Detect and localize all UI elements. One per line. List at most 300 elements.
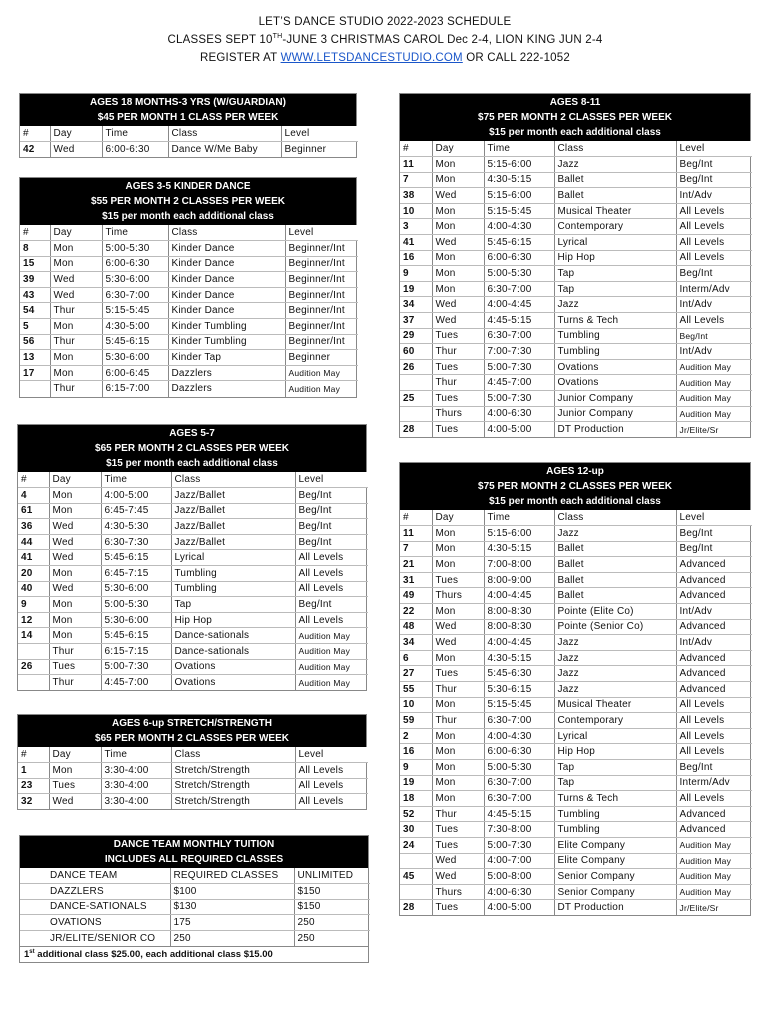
class-level: Beginner	[285, 350, 358, 366]
class-level: Advanced	[676, 666, 752, 682]
class-number: 23	[18, 778, 49, 794]
class-day: Mon	[432, 250, 484, 266]
class-day: Mon	[432, 697, 484, 713]
table-row	[400, 297, 752, 313]
class-number: 21	[400, 557, 432, 573]
class-name: Turns & Tech	[554, 791, 676, 807]
column-header-row	[20, 126, 358, 142]
class-name: Jazz	[554, 526, 676, 542]
class-day: Thurs	[432, 588, 484, 604]
class-name: Kinder Dance	[168, 287, 285, 303]
class-day: Wed	[432, 235, 484, 251]
class-level: All Levels	[295, 566, 368, 582]
class-number: 37	[400, 313, 432, 329]
column-header: #	[18, 747, 49, 763]
class-level: Audition May	[295, 628, 368, 644]
class-level: Audition May	[288, 383, 341, 394]
website-link[interactable]: WWW.LETSDANCESTUDIO.COM	[280, 52, 463, 64]
class-name: Junior Company	[554, 406, 676, 422]
class-number: 54	[20, 303, 50, 319]
class-day: Mon	[432, 203, 484, 219]
class-number: 27	[400, 666, 432, 682]
column-header-row	[400, 510, 752, 526]
class-time: 6:30-7:00	[484, 775, 554, 791]
class-number: 32	[18, 794, 49, 810]
class-day: Wed	[49, 550, 101, 566]
class-level: Advanced	[676, 682, 752, 698]
class-level: Beginner/Int	[285, 334, 358, 350]
block-title	[20, 178, 356, 225]
class-level: Beg/Int	[676, 526, 752, 542]
class-name: Jazz	[554, 635, 676, 651]
class-name: Pointe (Senior Co)	[554, 619, 676, 635]
class-name: Ballet	[554, 557, 676, 573]
class-name: Dance-sationals	[171, 628, 295, 644]
class-number: 41	[18, 550, 49, 566]
class-level: Beginner/Int	[285, 319, 358, 335]
class-time: 4:00-4:30	[484, 728, 554, 744]
class-name: Musical Theater	[554, 697, 676, 713]
class-time: 7:00-8:00	[484, 557, 554, 573]
class-level: All Levels	[676, 235, 752, 251]
class-number: 40	[18, 581, 49, 597]
class-day: Mon	[49, 566, 101, 582]
tuition-row: DANCE-SATIONALS $130 $150	[20, 899, 370, 915]
class-name: Lyrical	[171, 550, 295, 566]
class-day: Wed	[49, 581, 101, 597]
class-day: Mon	[50, 350, 102, 366]
table-row	[400, 172, 752, 188]
class-number: 28	[400, 422, 432, 438]
class-number: 45	[400, 869, 432, 885]
class-day: Wed	[432, 853, 484, 869]
table-row	[400, 791, 752, 807]
class-name: Tap	[554, 760, 676, 776]
class-level: Beg/Int	[295, 534, 368, 550]
class-time: 4:45-5:15	[484, 806, 554, 822]
class-number: 7	[400, 172, 432, 188]
table-row	[400, 728, 752, 744]
block-title-line: $55 PER MONTH 2 CLASSES PER WEEK	[91, 196, 285, 207]
class-name: Dazzlers	[168, 381, 285, 397]
class-day: Tues	[432, 837, 484, 853]
class-number	[400, 375, 432, 391]
class-level: Audition May	[676, 359, 752, 375]
class-name: Musical Theater	[554, 203, 676, 219]
class-name: Kinder Dance	[168, 256, 285, 272]
class-day: Mon	[49, 763, 101, 779]
class-time: 6:30-7:00	[484, 713, 554, 729]
class-name: Senior Company	[554, 884, 676, 900]
class-time: 3:30-4:00	[101, 794, 171, 810]
block-title-line: $45 PER MONTH 1 CLASS PER WEEK	[97, 112, 279, 123]
table-row	[400, 328, 752, 344]
class-day: Mon	[432, 775, 484, 791]
table-row	[20, 365, 358, 381]
class-day: Thur	[49, 644, 101, 660]
class-time: 5:15-5:45	[484, 697, 554, 713]
class-time: 6:30-7:30	[101, 534, 171, 550]
class-level: Beginner/Int	[285, 241, 358, 257]
block-title-line: $65 PER MONTH 2 CLASSES PER WEEK	[95, 733, 289, 744]
block-title-line: AGES 18 MONTHS-3 YRS (W/GUARDIAN)	[90, 97, 286, 108]
class-day: Mon	[432, 650, 484, 666]
class-name: Kinder Tumbling	[168, 334, 285, 350]
class-day: Mon	[50, 365, 102, 381]
table-row	[20, 319, 358, 335]
class-day: Wed	[432, 297, 484, 313]
table-row	[20, 350, 358, 366]
class-day: Tues	[49, 659, 101, 675]
table-row	[400, 869, 752, 885]
class-day: Tues	[432, 666, 484, 682]
table-row	[400, 406, 752, 422]
class-level: Audition May	[676, 853, 752, 869]
class-name: Tumbling	[554, 806, 676, 822]
class-time: 6:15-7:15	[101, 644, 171, 660]
class-level: Beg/Int	[295, 597, 368, 613]
column-header: Class	[554, 510, 676, 526]
class-time: 5:00-7:30	[101, 659, 171, 675]
block-title	[400, 463, 750, 510]
column-header: Time	[102, 225, 168, 241]
class-name: Tumbling	[171, 581, 295, 597]
class-name: Tap	[171, 597, 295, 613]
column-header: Time	[101, 472, 171, 488]
table-row	[400, 635, 752, 651]
class-number: 44	[18, 534, 49, 550]
class-name: Turns & Tech	[554, 313, 676, 329]
table-row	[18, 659, 368, 675]
header-register: REGISTER AT WWW.LETSDANCESTUDIO.COM OR CALL 222-1052	[200, 52, 570, 64]
class-level: Int/Adv	[676, 635, 752, 651]
class-level: Advanced	[676, 588, 752, 604]
class-time: 6:00-6:30	[484, 250, 554, 266]
class-day: Wed	[432, 869, 484, 885]
class-number: 22	[400, 604, 432, 620]
table-row	[20, 272, 358, 288]
class-number: 3	[400, 219, 432, 235]
class-time: 6:00-6:30	[484, 744, 554, 760]
class-time: 7:00-7:30	[484, 344, 554, 360]
class-day: Mon	[432, 172, 484, 188]
class-day: Wed	[50, 287, 102, 303]
column-header: Day	[432, 141, 484, 157]
class-number: 49	[400, 588, 432, 604]
table-row	[400, 697, 752, 713]
tuition-row: OVATIONS 175 250	[20, 915, 370, 931]
schedule-table	[20, 126, 358, 157]
column-header: Class	[171, 747, 295, 763]
class-time: 5:00-7:30	[484, 359, 554, 375]
column-header: Day	[49, 747, 101, 763]
table-row	[18, 488, 368, 504]
table-row	[20, 256, 358, 272]
column-header: Day	[50, 126, 102, 142]
tuition-table	[20, 868, 370, 946]
column-header: Level	[676, 510, 752, 526]
class-number: 59	[400, 713, 432, 729]
class-name: Kinder Dance	[168, 303, 285, 319]
table-row	[20, 241, 358, 257]
class-level: Beg/Int	[676, 760, 752, 776]
table-row	[400, 682, 752, 698]
class-name: Hip Hop	[554, 744, 676, 760]
class-day: Mon	[432, 604, 484, 620]
class-name: DT Production	[554, 422, 676, 438]
column-header: Day	[50, 225, 102, 241]
table-row	[400, 557, 752, 573]
class-time: 7:30-8:00	[484, 822, 554, 838]
class-time: 5:30-6:00	[101, 612, 171, 628]
class-day: Mon	[432, 791, 484, 807]
class-number: 60	[400, 344, 432, 360]
class-day: Thur	[50, 381, 102, 397]
class-day: Tues	[432, 422, 484, 438]
class-level: Beg/Int	[295, 488, 368, 504]
class-time: 6:30-7:00	[484, 328, 554, 344]
class-name: DT Production	[554, 900, 676, 916]
table-row	[400, 837, 752, 853]
column-header: Time	[484, 510, 554, 526]
table-row	[20, 142, 358, 158]
block-title	[18, 715, 366, 747]
class-day: Mon	[432, 157, 484, 173]
class-number: 36	[18, 519, 49, 535]
class-level: Audition May	[298, 677, 351, 688]
class-number	[20, 381, 50, 397]
column-header: #	[400, 510, 432, 526]
class-name: Tumbling	[554, 328, 676, 344]
class-level: Audition May	[676, 837, 752, 853]
column-header: Time	[484, 141, 554, 157]
class-time: 6:30-7:00	[484, 791, 554, 807]
class-number: 43	[20, 287, 50, 303]
class-name: Ballet	[554, 172, 676, 188]
class-time: 6:30-7:00	[484, 281, 554, 297]
class-level: Int/Adv	[676, 604, 752, 620]
class-level: Beg/Int	[295, 503, 368, 519]
class-time: 5:00-5:30	[101, 597, 171, 613]
class-time: 5:15-5:45	[102, 303, 168, 319]
class-name: Junior Company	[554, 391, 676, 407]
class-name: Jazz/Ballet	[171, 503, 295, 519]
class-time: 4:00-5:00	[101, 488, 171, 504]
class-time: 5:30-6:00	[102, 272, 168, 288]
class-day: Wed	[49, 519, 101, 535]
class-number: 10	[400, 697, 432, 713]
table-row	[400, 250, 752, 266]
class-number: 11	[400, 157, 432, 173]
table-row	[18, 519, 368, 535]
class-day: Thur	[49, 675, 101, 691]
tuition-row: DAZZLERS $100 $150	[20, 884, 370, 900]
class-number: 17	[20, 365, 50, 381]
class-level: All Levels	[676, 203, 752, 219]
class-level: Beg/Int	[295, 519, 368, 535]
class-name: Dazzlers	[168, 365, 285, 381]
table-row	[400, 235, 752, 251]
class-name: Ovations	[171, 659, 295, 675]
class-day: Tues	[432, 391, 484, 407]
block-title	[18, 425, 366, 472]
table-row	[400, 619, 752, 635]
class-level: Beg/Int	[676, 157, 752, 173]
schedule-block-stretch	[17, 714, 367, 810]
class-day: Mon	[49, 488, 101, 504]
class-time: 4:30-5:15	[484, 172, 554, 188]
block-title-line: $75 PER MONTH 2 CLASSES PER WEEK	[478, 112, 672, 123]
class-level: All Levels	[295, 612, 368, 628]
column-header: Time	[102, 126, 168, 142]
class-name: Jazz	[554, 297, 676, 313]
table-row	[400, 666, 752, 682]
class-number: 29	[400, 328, 432, 344]
tuition-col-required: REQUIRED CLASSES	[170, 868, 294, 884]
class-level: Beginner/Int	[285, 272, 358, 288]
class-time: 6:00-6:45	[102, 365, 168, 381]
class-name: Kinder Tumbling	[168, 319, 285, 335]
class-day: Thur	[432, 682, 484, 698]
class-number: 28	[400, 900, 432, 916]
class-time: 5:45-6:15	[101, 550, 171, 566]
class-name: Ballet	[554, 572, 676, 588]
class-day: Tues	[49, 778, 101, 794]
class-day: Mon	[432, 728, 484, 744]
class-number: 19	[400, 775, 432, 791]
class-time: 5:15-6:00	[484, 188, 554, 204]
schedule-table	[18, 472, 368, 690]
class-level: Advanced	[676, 806, 752, 822]
table-row	[400, 760, 752, 776]
class-number: 19	[400, 281, 432, 297]
class-name: Ballet	[554, 188, 676, 204]
schedule-block-kinder	[19, 177, 357, 398]
class-level: All Levels	[676, 744, 752, 760]
class-level: All Levels	[295, 550, 368, 566]
table-row	[400, 822, 752, 838]
class-name: Contemporary	[554, 713, 676, 729]
class-level: Beginner/Int	[285, 256, 358, 272]
class-day: Thur	[432, 375, 484, 391]
header-title: LET’S DANCE STUDIO 2022-2023 SCHEDULE	[258, 16, 512, 28]
table-row	[18, 566, 368, 582]
header-dates: CLASSES SEPT 10TH-JUNE 3 CHRISTMAS CAROL Dec 2-4, LION KING JUN 2-4	[167, 33, 603, 46]
schedule-block-ages-5-7	[17, 424, 367, 691]
class-name: Elite Company	[554, 853, 676, 869]
class-name: Ovations	[171, 675, 295, 691]
class-time: 5:00-7:30	[484, 837, 554, 853]
class-number: 12	[18, 612, 49, 628]
class-time: 5:45-6:15	[484, 235, 554, 251]
table-row	[400, 775, 752, 791]
class-number: 8	[20, 241, 50, 257]
table-row	[400, 588, 752, 604]
column-header-row	[20, 225, 358, 241]
class-time: 6:30-7:00	[102, 287, 168, 303]
table-row	[400, 188, 752, 204]
class-time: 4:00-4:45	[484, 297, 554, 313]
class-time: 4:30-5:00	[102, 319, 168, 335]
class-number: 9	[18, 597, 49, 613]
column-header: Day	[49, 472, 101, 488]
table-row	[18, 675, 368, 691]
class-time: 5:30-6:00	[102, 350, 168, 366]
block-title-line: AGES 6-up STRETCH/STRENGTH	[111, 718, 272, 729]
table-row	[20, 334, 358, 350]
tuition-row: JR/ELITE/SENIOR CO 250 250	[20, 930, 370, 946]
class-number	[400, 853, 432, 869]
column-header: Level	[295, 472, 368, 488]
class-level: Audition May	[676, 869, 752, 885]
class-number: 26	[400, 359, 432, 375]
class-name: Contemporary	[554, 219, 676, 235]
block-title-line: $15 per month each additional class	[489, 496, 661, 507]
block-title-line: $15 per month each additional class	[102, 211, 274, 222]
table-row	[400, 203, 752, 219]
class-number: 15	[20, 256, 50, 272]
column-header: #	[20, 225, 50, 241]
class-name: Stretch/Strength	[171, 778, 295, 794]
class-level: Audition May	[285, 365, 358, 381]
page-header	[0, 13, 770, 67]
class-level: All Levels	[676, 713, 752, 729]
class-level: All Levels	[295, 581, 368, 597]
class-number: 1	[18, 763, 49, 779]
class-day: Mon	[432, 219, 484, 235]
class-number: 11	[400, 526, 432, 542]
class-time: 3:30-4:00	[101, 778, 171, 794]
block-title-line: AGES 3-5 KINDER DANCE	[125, 181, 251, 192]
class-level: All Levels	[676, 250, 752, 266]
class-day: Mon	[432, 557, 484, 573]
class-time: 4:00-7:00	[484, 853, 554, 869]
class-time: 5:00-8:00	[484, 869, 554, 885]
class-level: Int/Adv	[676, 297, 752, 313]
class-time: 5:00-5:30	[484, 266, 554, 282]
class-time: 4:30-5:15	[484, 650, 554, 666]
class-number: 39	[20, 272, 50, 288]
class-day: Mon	[432, 526, 484, 542]
class-name: Elite Company	[554, 837, 676, 853]
class-number: 16	[400, 744, 432, 760]
class-time: 5:15-6:00	[484, 157, 554, 173]
tuition-title: DANCE TEAM MONTHLY TUITION INCLUDES ALL REQUIRED CLASSES	[20, 836, 368, 868]
class-level: All Levels	[295, 763, 368, 779]
table-row	[20, 287, 358, 303]
class-number: 18	[400, 791, 432, 807]
table-row	[400, 604, 752, 620]
class-number: 55	[400, 682, 432, 698]
class-number: 48	[400, 619, 432, 635]
class-name: Stretch/Strength	[171, 763, 295, 779]
class-name: Tap	[554, 281, 676, 297]
class-number: 24	[400, 837, 432, 853]
class-day: Thurs	[432, 884, 484, 900]
class-number: 30	[400, 822, 432, 838]
class-time: 4:30-5:30	[101, 519, 171, 535]
block-title	[20, 94, 356, 126]
class-day: Wed	[432, 619, 484, 635]
table-row	[400, 713, 752, 729]
class-time: 4:00-6:30	[484, 884, 554, 900]
class-number: 13	[20, 350, 50, 366]
class-level: Audition May	[676, 884, 752, 900]
class-day: Mon	[50, 241, 102, 257]
table-row	[18, 534, 368, 550]
schedule-table	[400, 141, 752, 437]
class-number: 6	[400, 650, 432, 666]
